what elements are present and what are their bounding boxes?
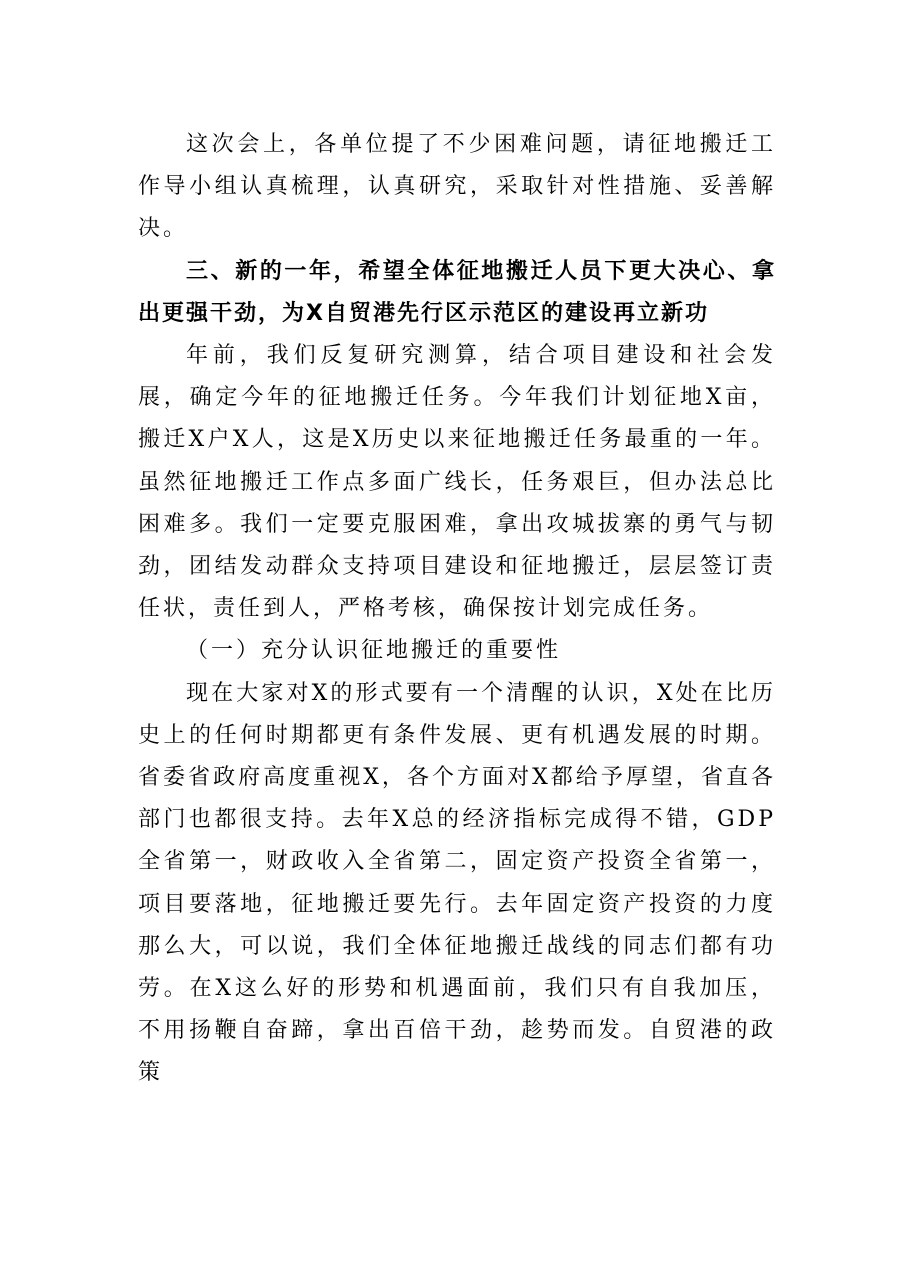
- paragraph-2: 年前，我们反复研究测算，结合项目建设和社会发展，确定今年的征地搬迁任务。今年我们计划征地X亩，搬迁X户X人，这是X历史以来征地搬迁任务最重的一年。虽然征地搬迁工作点多面广线长，任务艰巨，但办法总比困难多。我们一定要克服困难，拿出攻城拔寨的勇气与韧劲，团结发动群众支持项目建设和征地搬迁，层层签订责任状，责任到人，严格考核，确保按计划完成任务。: [138, 343, 776, 622]
- document-body: [138, 124, 776, 1095]
- subheading-1: （一）充分认识征地搬迁的重要性: [186, 638, 562, 664]
- paragraph-1: 这次会上，各单位提了不少困难问题，请征地搬迁工作导小组认真梳理，认真研究，采取针对性措施、妥善解决。: [138, 132, 776, 242]
- paragraph-3: 现在大家对X的形式要有一个清醒的认识，X处在比历史上的任何时期都更有条件发展、更有机遇发展的时期。省委省政府高度重视X，各个方面对X都给予厚望，省直各部门也都很支持。去年X总的经济指标完成得不错，GDP全省第一，财政收入全省第二，固定资产投资全省第一，项目要落地，征地搬迁要先行。去年固定资产投资的力度那么大，可以说，我们全体征地搬迁战线的同志们都有功劳。在X这么好的形势和机遇面前，我们只有自我加压，不用扬鞭自奋蹄，拿出百倍干劲，趁势而发。自贸港的政策: [138, 680, 776, 1086]
- section-heading: 三、新的一年，希望全体征地搬迁人员下更大决心、拿出更强干劲，为X自贸港先行区示范区的建设再立新功: [138, 258, 776, 326]
